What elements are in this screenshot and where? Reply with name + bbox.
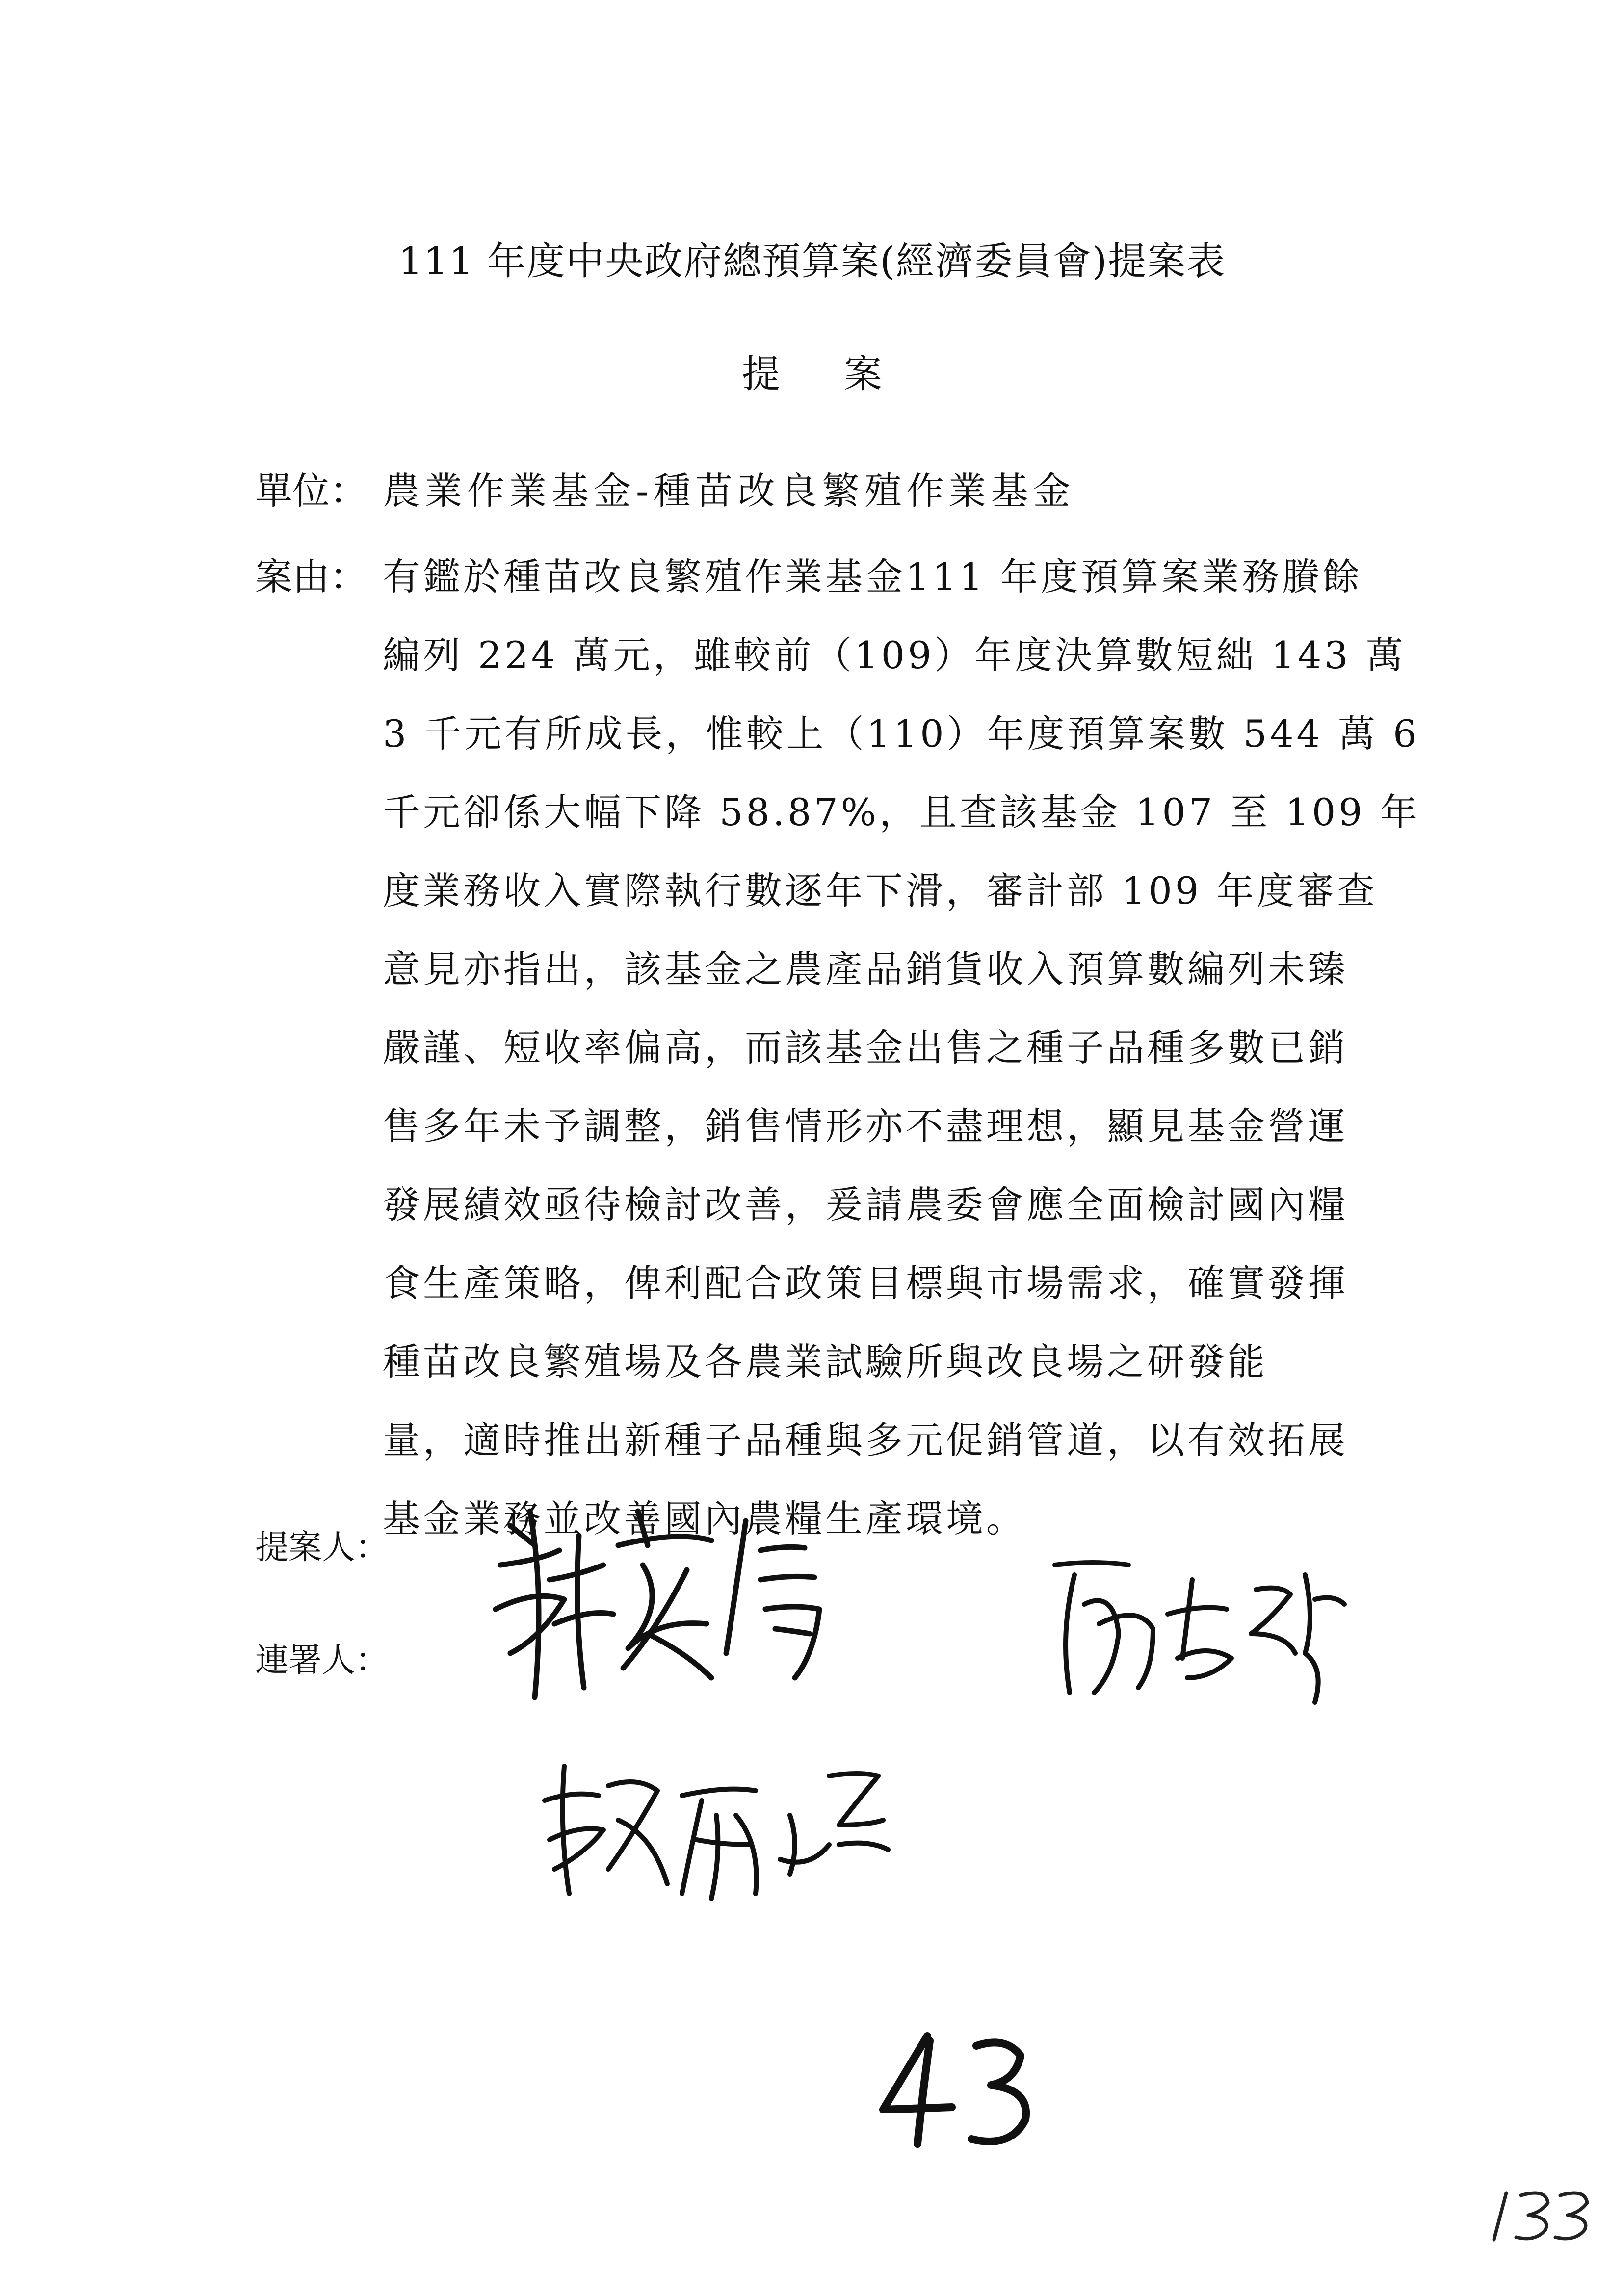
reason-line: 基金業務並改善國內農糧生產環境。	[383, 1497, 1026, 1540]
reason-line: 嚴謹、短收率偏高，而該基金出售之種子品種多數已銷	[383, 1026, 1348, 1070]
cosigner-label: 連署人：	[255, 1641, 389, 1680]
reason-line: 3 千元有所成長，惟較上（110）年度預算案數 544 萬 6	[383, 712, 1420, 756]
reason-line: 有鑑於種苗改良繁殖作業基金111 年度預算案業務賸餘	[383, 555, 1363, 599]
corner-page-number	[1487, 2183, 1614, 2249]
reason-line: 食生產策略，俾利配合政策目標與市場需求，確實發揮	[383, 1261, 1348, 1305]
reason-line: 度業務收入實際執行數逐年下滑，審計部 109 年度審查	[383, 869, 1378, 913]
reason-line: 千元卻係大幅下降 58.87%，且查該基金 107 至 109 年	[383, 790, 1420, 834]
reason-line: 量，適時推出新種子品種與多元促銷管道，以有效拓展	[383, 1418, 1348, 1462]
handwritten-page-number	[868, 2026, 1045, 2156]
reason-line: 意見亦指出，該基金之農產品銷貨收入預算數編列未臻	[383, 947, 1348, 991]
unit-value: 農業作業基金-種苗改良繁殖作業基金	[383, 469, 1075, 513]
reason-line: 種苗改良繁殖場及各農業試驗所與改良場之研發能	[383, 1340, 1268, 1383]
cosigner-signature	[1040, 1545, 1354, 1707]
document-subtitle: 提案	[741, 352, 946, 396]
reason-line: 發展績效亟待檢討改善，爰請農委會應全面檢討國內糧	[383, 1183, 1348, 1226]
proposer-signature	[481, 1491, 834, 1717]
reason-line: 售多年未予調整，銷售情形亦不盡理想，顯見基金營運	[383, 1104, 1348, 1148]
document-title: 111 年度中央政府總預算案(經濟委員會)提案表	[398, 239, 1226, 284]
cosigner-signature-2	[535, 1747, 898, 1908]
reason-line: 編列 224 萬元，雖較前（109）年度決算數短絀 143 萬	[383, 633, 1406, 677]
reason-label: 案由：	[255, 555, 367, 599]
proposer-label: 提案人：	[255, 1528, 389, 1567]
unit-label: 單位：	[255, 469, 367, 513]
